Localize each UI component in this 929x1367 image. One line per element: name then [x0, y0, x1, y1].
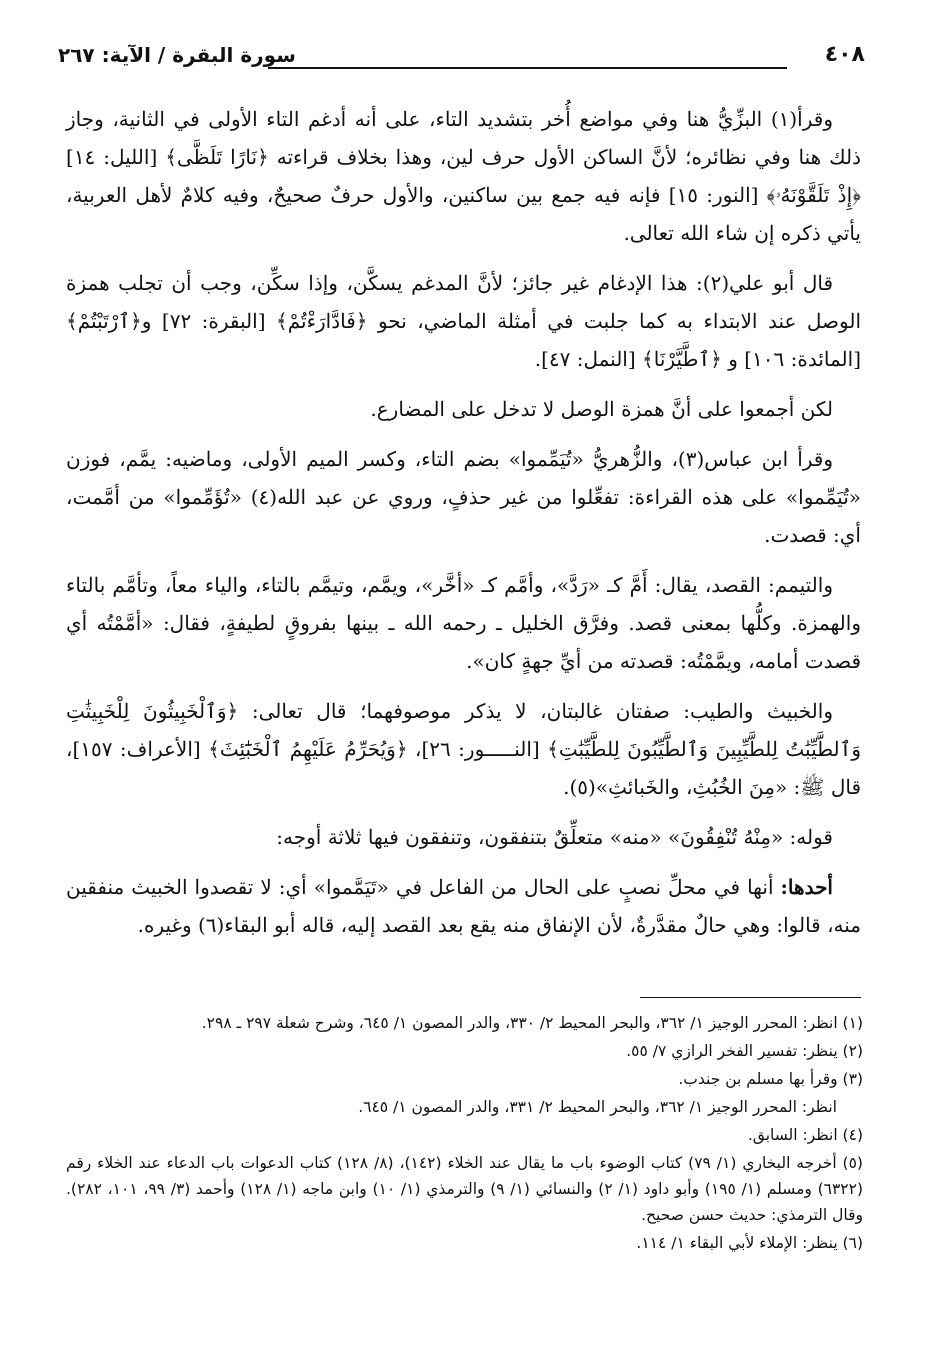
- main-text: [66, 100, 861, 956]
- footnote: (٥) أخرجه البخاري (١/ ٧٩) كتاب الوضوء باب ما يقال عند الخلاء (١٤٢)، (٨/ ١٢٨) كتاب الدعوات باب الدعاء عند الخلاء رقم (٦٣٢٢) ومسلم (١/ ١٩٥) وأبو داود (١/ ٢) والنسائي (١/ ٩) والترمذي (١/ ١٠) وابن ماجه (١/ ١٢٨) وأحمد (٣/ ٩٩، ١٠١، ٢٨٢). وقال الترمذي: حديث حسن صحيح.: [66, 1154, 864, 1224]
- paragraph: [66, 440, 861, 554]
- paragraph-text: قوله: «مِنْهُ تُنْفِقُونَ» «منه» متعلِّقٌ بتنفقون، وتنفقون فيها ثلاثة أوجه:: [276, 825, 833, 849]
- footnote: (٤) انظر: السابق.: [747, 1126, 863, 1144]
- footnote-continuation: انظر: المحرر الوجيز ١/ ٣٦٢، والبحر المحيط ٢/ ٣٣١، والدر المصون ١/ ٦٤٥.: [358, 1098, 837, 1116]
- paragraph-text: لكن أجمعوا على أنَّ همزة الوصل لا تدخل على المضارع.: [370, 397, 833, 421]
- paragraph: [66, 264, 861, 378]
- paragraph-text: وقرأ(١) البزِّيُّ هنا وفي مواضع أُخر بتشديد التاء، على أنه أدغم التاء الأولى في الثانية، وجاز ذلك هنا وفي نظائره؛ لأنَّ الساكن الأول حرف لين، وهذا بخلاف قراءته ﴿نَارًا تَلَظَّى﴾ [الليل: ١٤] ﴿إِذْ تَلَقَّوْنَهُۥ﴾ [النور: ١٥] فإنه فيه جمع بين ساكنين، والأول حرفٌ صحيحٌ، وفيه كلامٌ لأهل العربية، يأتي ذكره إن شاء الله تعالى.: [66, 107, 861, 245]
- paragraph-text: قال أبو علي(٢): هذا الإدغام غير جائز؛ لأنَّ المدغم يسكَّن، وإذا سكِّن، وجب أن تجلب همزة الوصل عند الابتداء به كما جلبت في أمثلة الماضي، نحو ﴿فَادَّارَءْتُمْ﴾ [البقرة: ٧٢] و﴿ٱرْتَبْتُمْ﴾ [المائدة: ١٠٦] و ﴿ٱطَّيَّرْنَا﴾ [النمل: ٤٧].: [66, 271, 861, 371]
- paragraph: [66, 390, 861, 428]
- paragraph-text: أنها في محلِّ نصبٍ على الحال من الفاعل في «تَيَمَّموا» أي: لا تقصدوا الخبيث منفقين منه، قالوا: وهي حالٌ مقدَّرةٌ، لأن الإنفاق منه يقع بعد القصد إليه، قاله أبو البقاء(٦) وغيره.: [66, 875, 861, 937]
- footnote-separator: [640, 997, 861, 998]
- footnote: (٢) ينظر: تفسير الفخر الرازي ٧/ ٥٥.: [626, 1042, 863, 1060]
- paragraph-text: والخبيث والطيب: صفتان غالبتان، لا يذكر موصوفهما؛ قال تعالى: ﴿وَٱلْخَبِيثُونَ لِلْخَبِيثَٰتِ وَٱلطَّيِّبَٰتُ لِلطَّيِّبِينَ وَٱلطَّيِّبُونَ لِلطَّيِّبَٰتِ﴾ [النـــــور: ٢٦]، ﴿وَيُحَرِّمُ عَلَيْهِمُ ٱلْخَبَٰٓئِثَ﴾ [الأعراف: ١٥٧]، قال ﷺ: «مِنَ الخُبُثِ، والخَبائثِ»(٥).: [66, 699, 861, 799]
- paragraph: [66, 868, 861, 944]
- paragraph-text: وقرأ ابن عباس(٣)، والزُّهريُّ «تُيَمِّموا» بضم التاء، وكسر الميم الأولى، وماضيه: يمَّم، فوزن «تُيَمِّموا» على هذه القراءة: تفعِّلوا من غير حذفٍ، وروي عن عبد الله(٤) «تُؤَمِّموا» من أمَّمت، أي: قصدت.: [66, 447, 862, 547]
- page-header: [58, 38, 865, 72]
- paragraph: [66, 100, 861, 252]
- paragraph-text: والتيمم: القصد، يقال: أَمَّ كـ «رَدَّ»، وأمَّم كـ «أخَّر»، ويمَّم، وتيمَّم بالتاء، والياء معاً، وتأمَّم بالتاء والهمزة. وكلُّها بمعنى قصد. وفرَّق الخليل ـ رحمه الله ـ بينها بفروقٍ لطيفةٍ، فقال: «أمَّمْتُه أي قصدت أمامه، ويمَّمْتُه: قصدته من أيِّ جهةٍ كان».: [66, 573, 861, 673]
- footnote: (٣) وقرأ بها مسلم بن جندب.: [678, 1070, 863, 1088]
- footnote: (١) انظر: المحرر الوجيز ١/ ٣٦٢، والبحر المحيط ٢/ ٣٣٠، والدر المصون ١/ ٦٤٥، وشرح شعلة ٢٩٧ ـ ٢٩٨.: [201, 1014, 863, 1032]
- running-title: سورة البقرة / الآية: ٢٦٧: [58, 43, 296, 67]
- paragraph-lead: أحدها:: [780, 875, 833, 899]
- header-rule: [268, 67, 787, 69]
- paragraph: [66, 566, 861, 680]
- footnotes: [66, 1010, 863, 1258]
- page-number: ٤٠٨: [824, 42, 865, 67]
- paragraph: [66, 692, 861, 806]
- footnote: (٦) ينظر: الإملاء لأبي البقاء ١/ ١١٤.: [636, 1234, 863, 1252]
- paragraph: [66, 818, 861, 856]
